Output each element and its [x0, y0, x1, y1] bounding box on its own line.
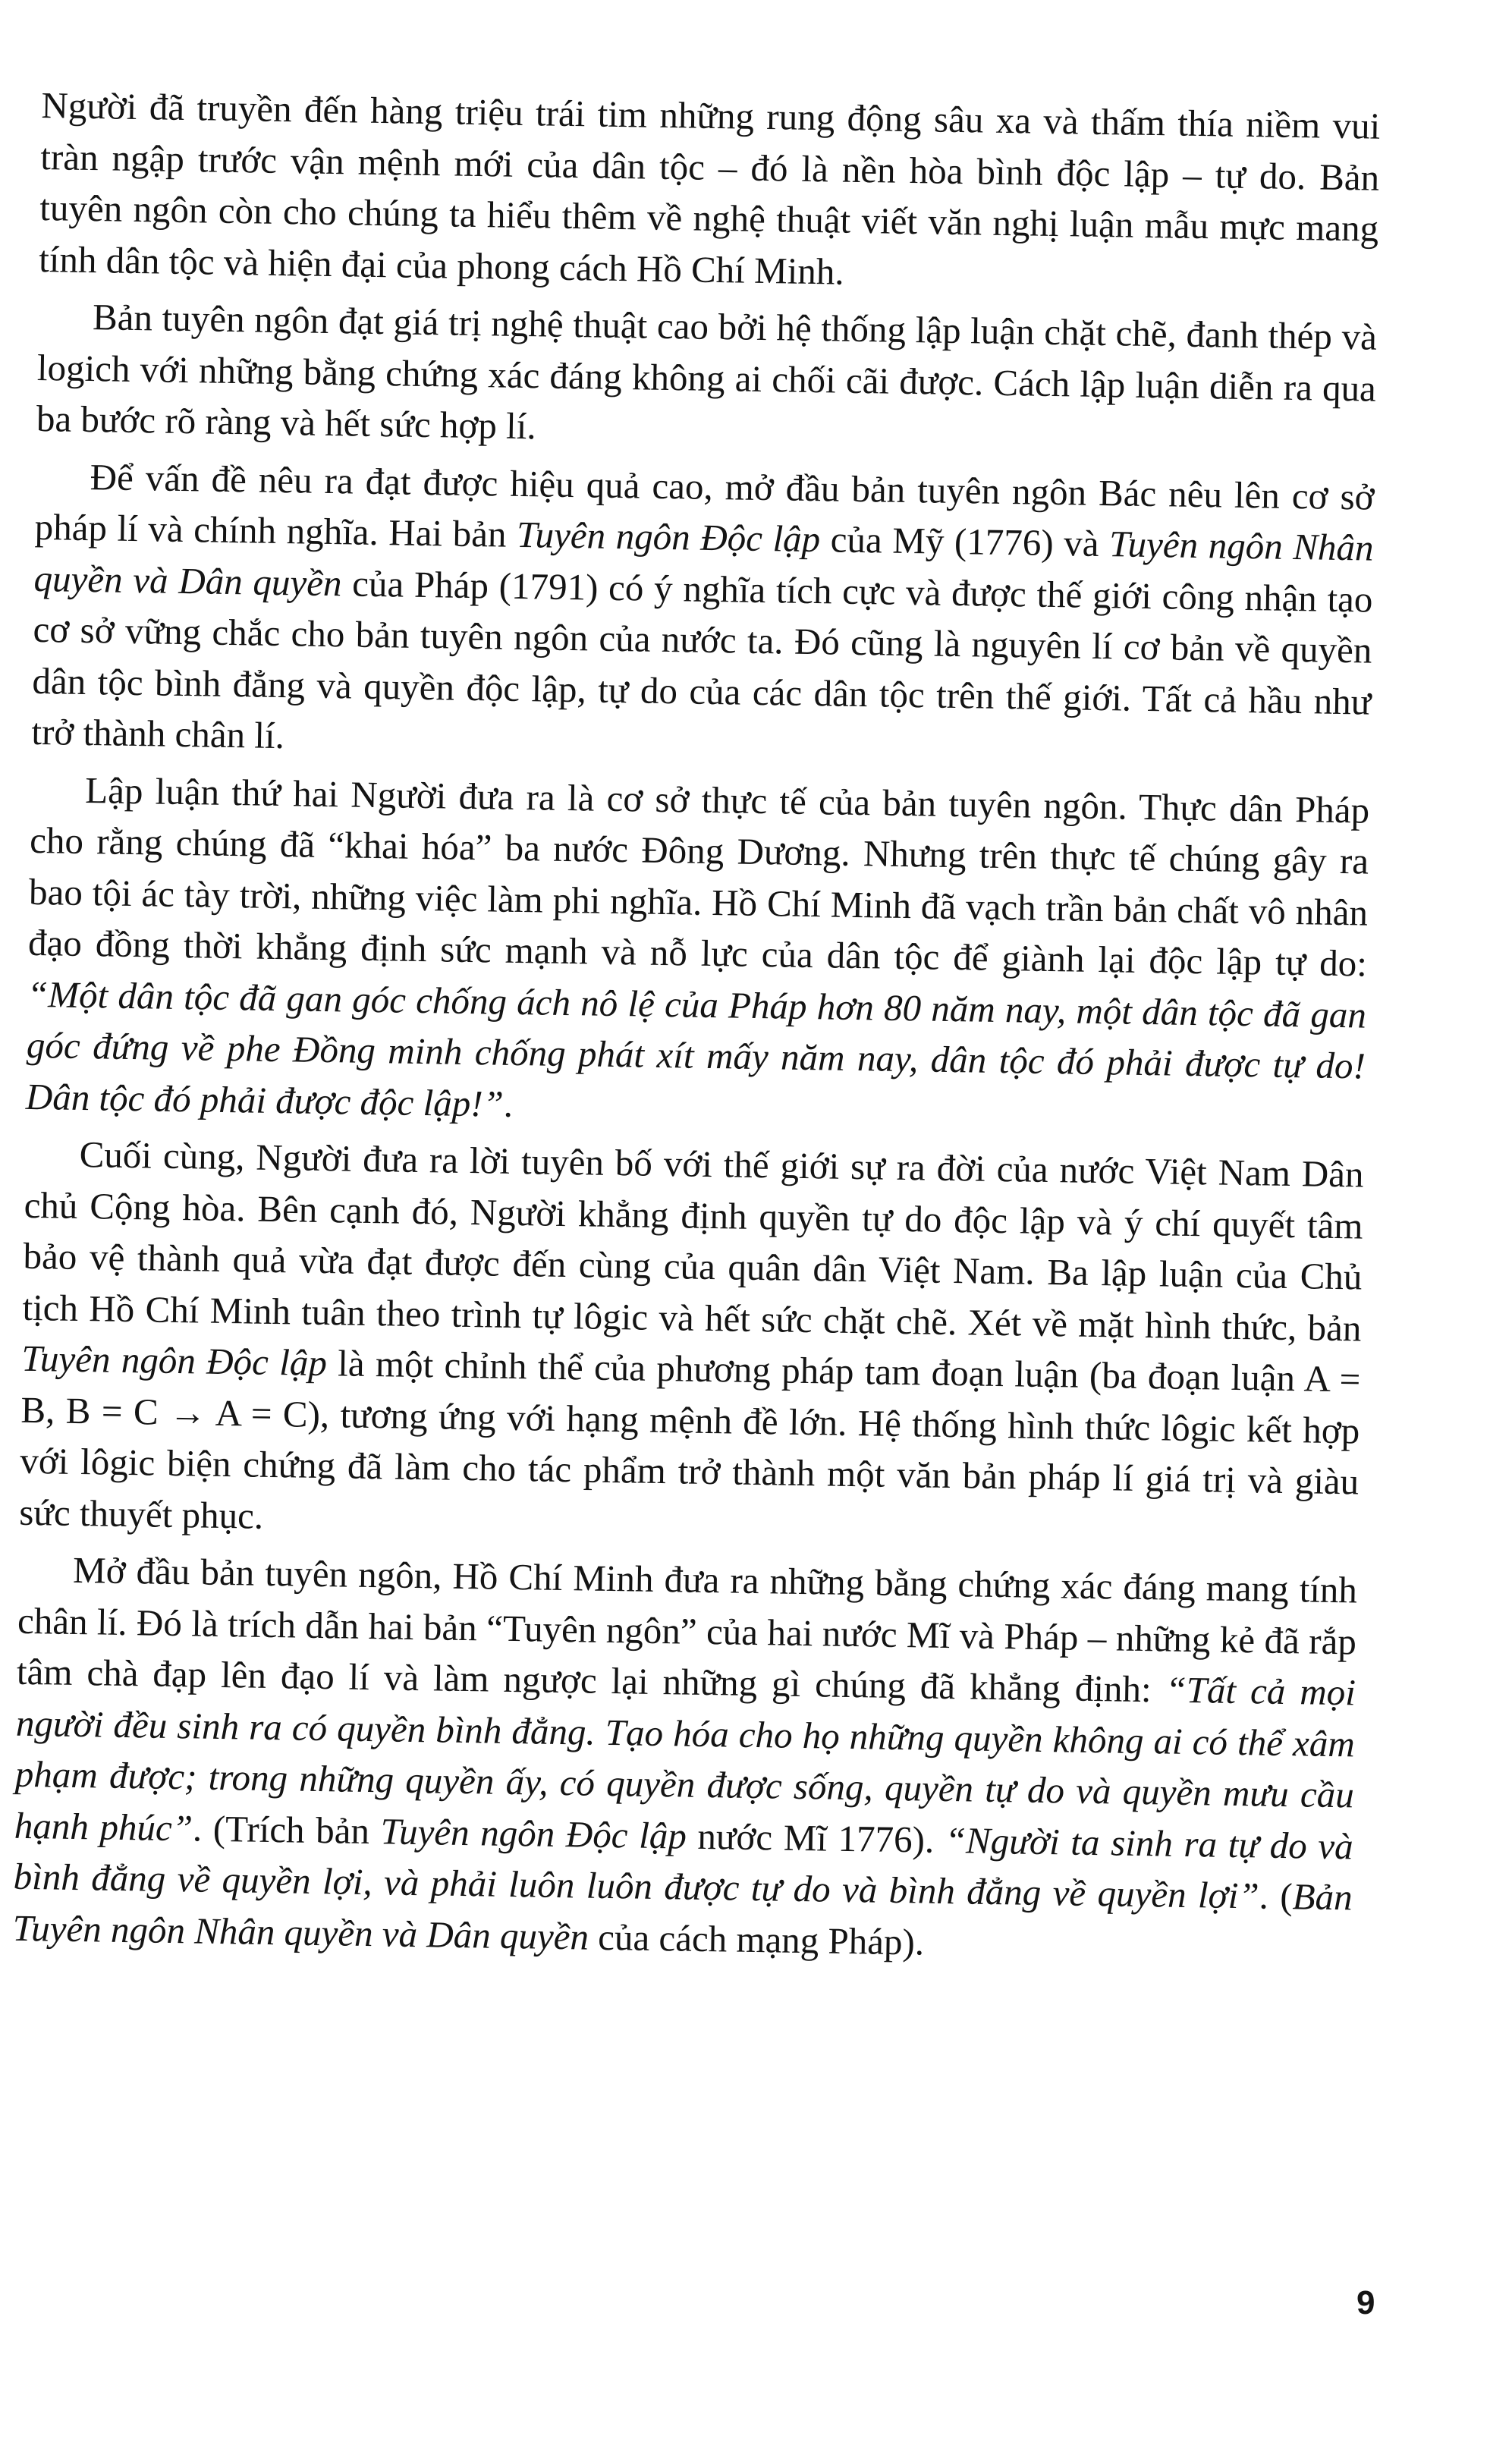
text-segment: nước Mĩ 1776).: [686, 1815, 946, 1861]
text-segment: Để vấn đề nêu ra đạt được hiệu quả cao, mở đầu bản tuyên ngôn Bác nêu lên cơ sở pháp lí và chính nghĩa. Hai bản: [34, 455, 1375, 555]
paragraph-1: [39, 80, 1381, 306]
text-segment: Mở đầu bản tuyên ngôn, Hồ Chí Minh đưa ra những bằng chứng xác đáng mang tính chân lí. Đó là trích dẫn hai bản “Tuyên ngôn” của hai nước Mĩ và Pháp – những kẻ đã rắp tâm chà đạp lên đạo lí và làm ngược lại những gì chúng đã khẳng định:: [16, 1548, 1358, 1711]
italic-text-segment: “Tất cả mọi người đều sinh ra có quyền bình đẳng. Tạo hóa cho họ những quyền không ai có thể xâm phạm được; trong những quyền ấy, có quyền được sống, quyền tự do và quyền mưu cầu hạnh phúc”: [14, 1668, 1356, 1849]
text-segment: . (Trích bản: [192, 1806, 382, 1852]
text-segment: của Mỹ (1776) và: [819, 518, 1110, 565]
page-number: 9: [1356, 2284, 1375, 2321]
text-segment: .: [503, 1083, 514, 1125]
text-segment: Bản tuyên ngôn đạt giá trị nghệ thuật cao bởi hệ thống lập luận chặt chẽ, đanh thép và logich với những bằng chứng xác đáng không ai chối cãi được. Cách lập luận diễn ra qua ba bước rõ ràng và hết sức hợp lí.: [36, 296, 1378, 448]
text-segment: Người đã truyền đến hàng triệu trái tim những rung động sâu xa và thấm thía niềm vui tràn ngập trước vận mệnh mới của dân tộc – đó là nền hòa bình độc lập – tự do. Bản tuyên ngôn còn cho chúng ta hiểu thêm về nghệ thuật viết văn nghị luận mẫu mực mang tính dân tộc và hiện đại của phong cách Hồ Chí Minh.: [38, 83, 1381, 293]
text-segment: Lập luận thứ hai Người đưa ra là cơ sở thực tế của bản tuyên ngôn. Thực dân Pháp cho rằng chúng đã “khai hóa” ba nước Đông Dương. Nhưng trên thực tế chúng gây ra bao tội ác tày trời, những việc làm phi nghĩa. Hồ Chí Minh đã vạch trần bản chất vô nhân đạo đồng thời khẳng định sức mạnh và nỗ lực của dân tộc để giành lại độc lập tự do:: [27, 768, 1370, 985]
text-segment: là một chỉnh thể của phương pháp tam đoạn luận (ba đoạn luận A = B, B = C → A = C), tương ứng với hạng mệnh đề lớn. Hệ thống hình thức lôgic kết hợp với lôgic biện chứng đã làm cho tác phẩm trở thành một văn bản pháp lí giá trị và giàu sức thuyết phục.: [18, 1342, 1361, 1537]
italic-text-segment: “Người ta sinh ra tự do và bình đẳng về quyền lợi, và phải luôn luôn được tự do và bình đẳng về quyền lợi”: [13, 1818, 1354, 1917]
body-text: [12, 80, 1381, 1980]
italic-text-segment: Tuyên ngôn Độc lập: [21, 1337, 328, 1384]
text-segment: của Pháp (1791) có ý nghĩa tích cực và được thế giới công nhận tạo cơ sở vững chắc cho bản tuyên ngôn của nước ta. Đó cũng là nguyên lí cơ bản về quyền dân tộc bình đẳng và quyền độc lập, tự do của các dân tộc trên thế giới. Tất cả hầu như trở thành chân lí.: [31, 561, 1373, 757]
paragraph-5: [19, 1128, 1364, 1559]
italic-text-segment: Bản Tuyên ngôn Nhân quyền và Dân quyền: [12, 1875, 1353, 1958]
text-segment: của cách mạng Pháp).: [588, 1916, 925, 1963]
italic-text-segment: Tuyên ngôn Độc lập: [380, 1809, 687, 1857]
italic-text-segment: “Một dân tộc đã gan góc chống ách nô lệ của Pháp hơn 80 năm nay, một dân tộc đã gan góc đứng về phe Đồng minh chống phát xít mấy năm nay, dân tộc đó phải được tự do! Dân tộc đó phải được độc lập!”: [25, 973, 1367, 1125]
italic-text-segment: Tuyên ngôn Nhân quyền và Dân quyền: [33, 523, 1374, 604]
paragraph-3: [31, 450, 1375, 778]
paragraph-2: [36, 291, 1377, 465]
text-segment: . (: [1259, 1875, 1294, 1918]
italic-text-segment: Tuyên ngôn Độc lập: [516, 513, 821, 561]
paragraph-4: [25, 763, 1369, 1142]
text-segment: Cuối cùng, Người đưa ra lời tuyên bố với thế giới sự ra đời của nước Việt Nam Dân chủ Cộng hòa. Bên cạnh đó, Người khẳng định quyền tự do độc lập và ý chí quyết tâm bảo vệ thành quả vừa đạt được đến cùng của quân dân Việt Nam. Ba lập luận của Chủ tịch Hồ Chí Minh tuân theo trình tự lôgic và hết sức chặt chẽ. Xét về mặt hình thức, bản: [22, 1133, 1364, 1350]
paragraph-6: [12, 1544, 1357, 1975]
